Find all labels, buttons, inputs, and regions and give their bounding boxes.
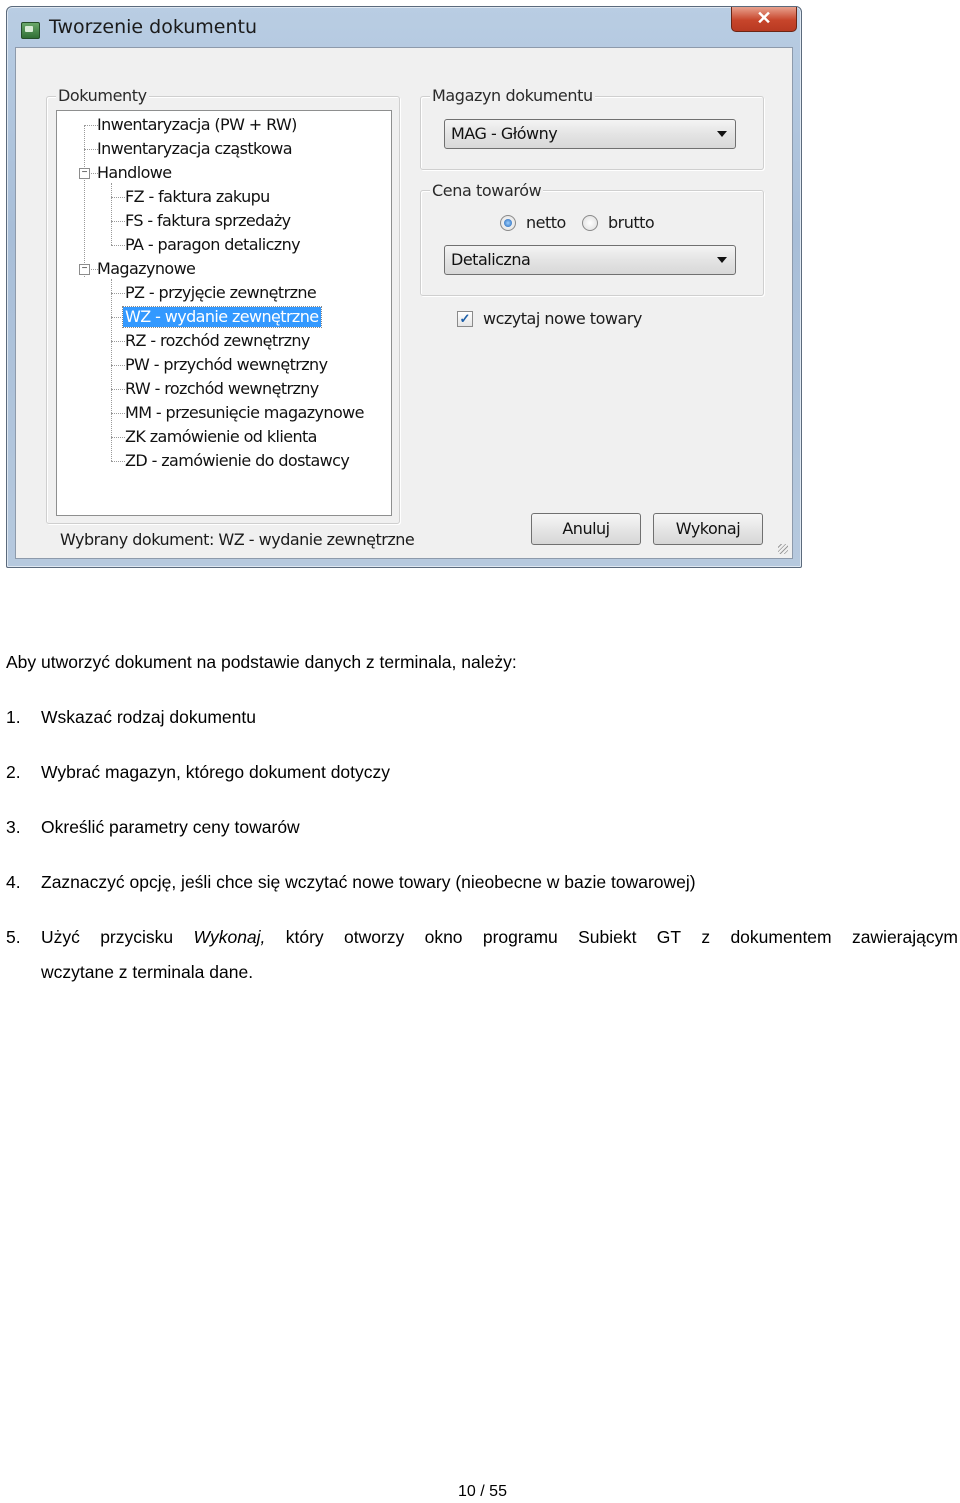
chevron-down-icon <box>717 257 727 263</box>
netto-radio[interactable] <box>500 215 516 231</box>
tree-item-rz[interactable]: RZ - rozchód zewnętrzny <box>125 331 310 350</box>
tree-item-magazynowe[interactable]: Magazynowe <box>97 259 196 278</box>
tree-connector <box>84 125 85 277</box>
documents-group-label: Dokumenty <box>58 86 147 105</box>
word: Subiekt <box>578 927 637 947</box>
word: okno <box>424 927 463 947</box>
word: który <box>285 927 324 947</box>
collapse-magazynowe-icon[interactable]: − <box>79 264 90 275</box>
step-text: Określić parametry ceny towarów <box>41 817 300 837</box>
tree-connector <box>111 197 125 198</box>
intro-paragraph: Aby utworzyć dokument na podstawie danych z terminala, należy: <box>6 652 517 672</box>
word: GT <box>656 927 682 947</box>
tree-connector <box>111 437 125 438</box>
tree-connector <box>111 341 125 342</box>
brutto-radio[interactable] <box>582 215 598 231</box>
step-5-second-line: wczytane z terminala dane. <box>41 962 254 982</box>
load-new-items-label: wczytaj nowe towary <box>483 309 642 328</box>
step-text: Wybrać magazyn, którego dokument dotyczy <box>41 762 391 782</box>
tree-item-pz[interactable]: PZ - przyjęcie zewnętrzne <box>125 283 317 302</box>
warehouse-group-label: Magazyn dokumentu <box>432 86 593 105</box>
step-number: 5. <box>6 927 21 947</box>
tree-item-wz-selected[interactable]: WZ - wydanie zewnętrzne <box>125 307 319 326</box>
step-number: 4. <box>6 872 21 892</box>
app-icon <box>21 22 40 39</box>
collapse-handlowe-icon[interactable]: − <box>79 168 90 179</box>
tree-item-mm[interactable]: MM - przesunięcie magazynowe <box>125 403 364 422</box>
selected-document-status: Wybrany dokument: WZ - wydanie zewnętrzne <box>60 530 415 549</box>
tree-item-fs[interactable]: FS - faktura sprzedaży <box>125 211 291 230</box>
dialog-window <box>6 6 802 568</box>
step-number: 3. <box>6 817 21 837</box>
warehouse-select[interactable] <box>444 119 736 149</box>
tree-item-inwentaryzacja-czastkowa[interactable]: Inwentaryzacja cząstkowa <box>97 139 292 158</box>
dialog-client-area <box>15 47 793 559</box>
dialog-title: Tworzenie dokumentu <box>49 16 258 38</box>
word: z <box>701 927 711 947</box>
word: zawierającym <box>851 927 958 947</box>
tree-connector <box>111 245 125 246</box>
price-group-label: Cena towarów <box>432 181 542 200</box>
netto-radio-label: netto <box>526 213 566 232</box>
title-bar[interactable] <box>7 7 801 47</box>
price-type-select-value: Detaliczna <box>451 250 531 269</box>
step-number: 1. <box>6 707 21 727</box>
step-number: 2. <box>6 762 21 782</box>
tree-item-pw[interactable]: PW - przychód wewnętrzny <box>125 355 328 374</box>
execute-button[interactable]: Wykonaj <box>653 513 763 545</box>
tree-item-zk[interactable]: ZK zamówienie od klienta <box>125 427 317 446</box>
document-type-tree[interactable] <box>56 110 392 516</box>
price-type-select[interactable] <box>444 245 736 275</box>
price-groupbox <box>420 190 764 296</box>
tree-connector <box>84 125 98 126</box>
cancel-button[interactable]: Anuluj <box>531 513 641 545</box>
tree-connector <box>111 413 125 414</box>
emphasized-word: Wykonaj, <box>193 927 266 947</box>
tree-connector <box>111 279 112 461</box>
step-text: Zaznaczyć opcję, jeśli chce się wczytać nowe towary (nieobecne w bazie towarowej) <box>41 872 696 892</box>
warehouse-select-value: MAG - Główny <box>451 124 558 143</box>
step-5-first-line <box>41 920 958 955</box>
tree-connector <box>84 149 98 150</box>
tree-connector <box>111 365 125 366</box>
chevron-down-icon <box>717 131 727 137</box>
word: programu <box>482 927 558 947</box>
word: dokumentem <box>730 927 832 947</box>
page-number: 10 / 55 <box>458 1483 507 1500</box>
tree-connector <box>111 293 125 294</box>
tree-connector <box>111 183 112 245</box>
tree-item-fz[interactable]: FZ - faktura zakupu <box>125 187 270 206</box>
step-text <box>41 920 958 990</box>
tree-item-inwentaryzacja[interactable]: Inwentaryzacja (PW + RW) <box>97 115 297 134</box>
step-text: Wskazać rodzaj dokumentu <box>41 707 256 727</box>
load-new-items-checkbox[interactable]: ✓ <box>457 311 473 327</box>
tree-connector <box>111 389 125 390</box>
tree-item-pa[interactable]: PA - paragon detaliczny <box>125 235 301 254</box>
word: przycisku <box>100 927 174 947</box>
tree-item-rw[interactable]: RW - rozchód wewnętrzny <box>125 379 319 398</box>
resize-grip-icon[interactable] <box>778 544 788 554</box>
tree-connector <box>111 221 125 222</box>
tree-item-zd[interactable]: ZD - zamówienie do dostawcy <box>125 451 350 470</box>
word: otworzy <box>343 927 405 947</box>
close-button[interactable]: ✕ <box>731 7 797 32</box>
word: Użyć <box>41 927 80 947</box>
brutto-radio-label: brutto <box>608 213 655 232</box>
tree-item-handlowe[interactable]: Handlowe <box>97 163 172 182</box>
tree-connector <box>111 461 125 462</box>
